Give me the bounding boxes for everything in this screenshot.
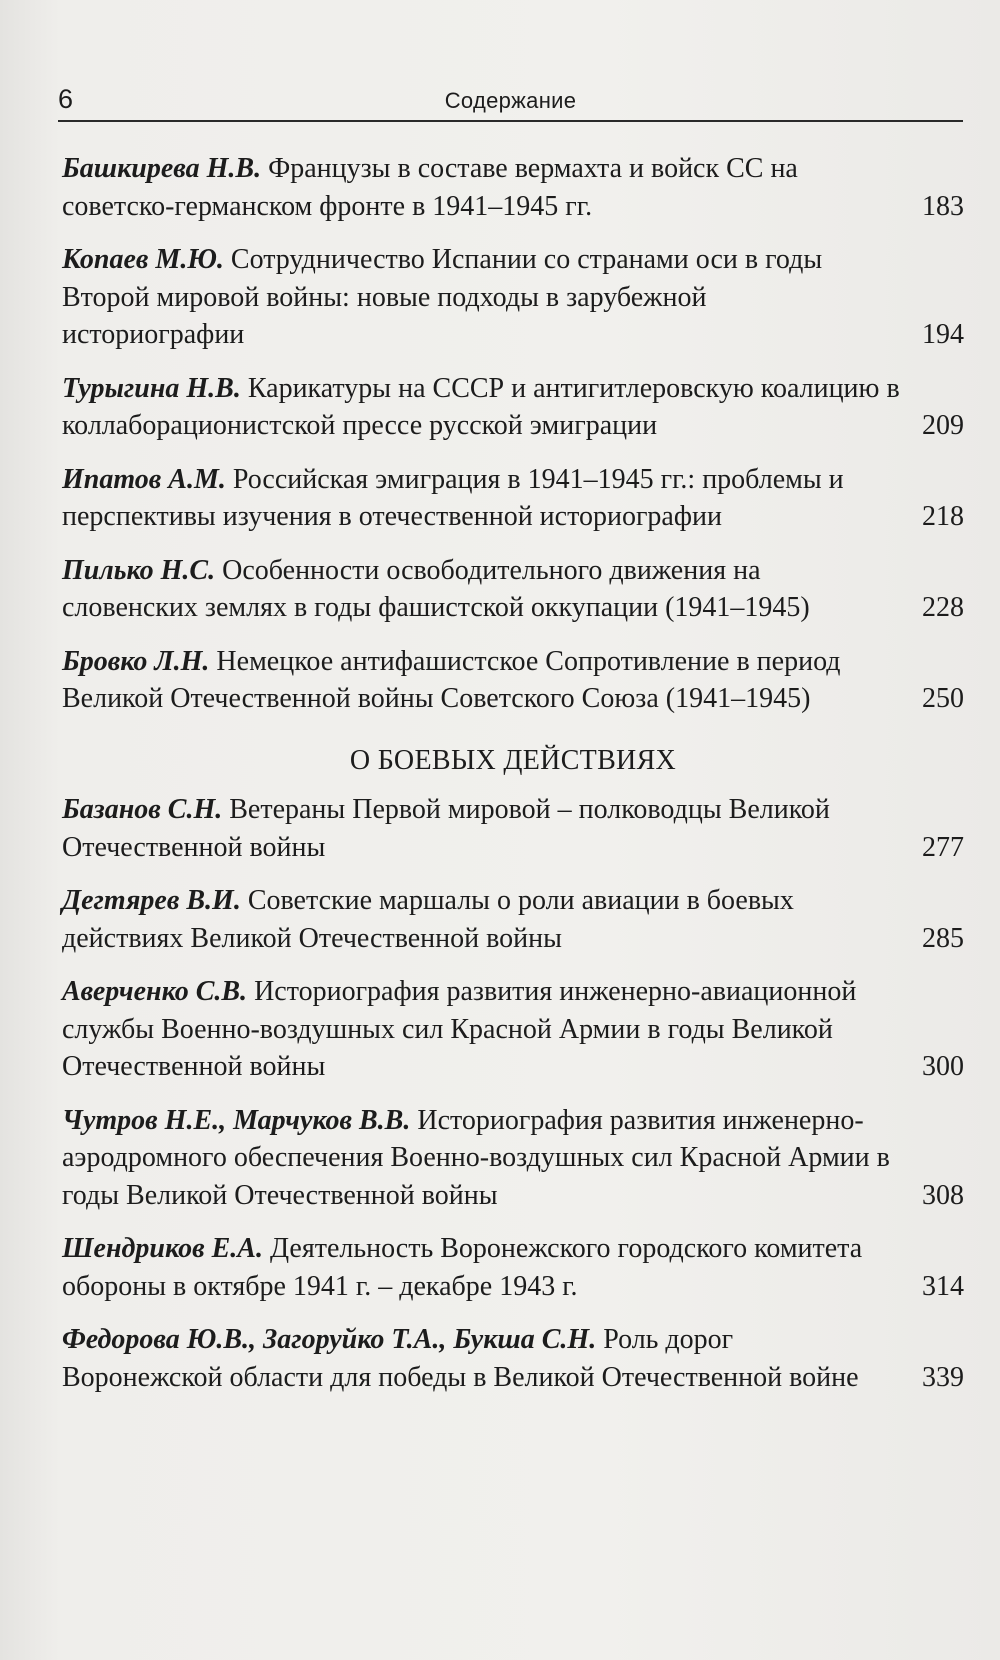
toc-entry-page: 308 — [922, 1179, 964, 1211]
toc-entry-text — [62, 241, 964, 354]
toc-entry-title: Российская эмиграция в 1941–1945 гг.: проблемы и перспективы изучения в отечественной историографии — [62, 463, 844, 532]
toc-entry — [62, 1102, 964, 1215]
toc-entry — [62, 552, 964, 627]
toc-entry-text — [62, 791, 964, 866]
toc-entry-author: Копаев М.Ю. — [62, 244, 224, 275]
toc-entry-title: Французы в составе вермахта и войск СС на советско-германском фронте в 1941–1945 гг. — [62, 153, 798, 222]
toc-entry-title: Ветераны Первой мировой – полководцы Великой Отечественной войны — [62, 794, 830, 863]
toc-entry-page: 218 — [922, 501, 964, 532]
toc-entry — [62, 1230, 964, 1305]
toc-entry-author: Пилько Н.С. — [62, 554, 216, 586]
toc-entry-title: Сотрудничество Испании со странами оси в годы Второй мировой войны: новые подходы в зарубежной историографии — [62, 244, 823, 350]
toc-entry-author: Башкирева Н.В. — [62, 153, 262, 184]
toc-entry-title: Деятельность Воронежского городского комитета обороны в октябре 1941 г. – декабре 1943 г. — [62, 1233, 863, 1302]
toc-entry-text — [62, 552, 964, 627]
toc-entry-page: 285 — [922, 922, 964, 954]
page-header — [58, 80, 963, 122]
toc-entry-page: 228 — [922, 592, 964, 623]
toc-entry — [62, 461, 964, 536]
toc-entry-author: Бровко Л.Н. — [62, 645, 210, 677]
toc-entry-author: Аверченко С.В. — [62, 976, 248, 1007]
toc-entry-title: Советские маршалы о роли авиации в боевых действиях Великой Отечественной войны — [62, 885, 794, 954]
page-number: 6 — [58, 84, 74, 114]
toc-entry-author: Дегтярев В.И. — [62, 885, 241, 916]
toc-group-after — [62, 791, 964, 1396]
toc-entry — [62, 370, 964, 445]
toc-entry-text — [62, 1321, 964, 1396]
running-head: Содержание — [444, 88, 577, 113]
toc-entry-text — [62, 461, 964, 536]
toc-entry-author: Базанов С.Н. — [62, 794, 223, 825]
toc-entry-title: Особенности освободительного движения на словенских землях в годы фашистской оккупации (1941–1945) — [62, 554, 810, 623]
toc-entry — [62, 791, 964, 866]
toc-entry-author: Ипатов А.М. — [62, 463, 226, 495]
toc-entry-page: 277 — [922, 831, 964, 863]
toc-entry-page: 339 — [922, 1361, 964, 1393]
toc-entry-text — [62, 882, 964, 957]
toc-group-before — [62, 150, 964, 718]
toc-entry — [62, 1321, 964, 1396]
toc-entry-title: Немецкое антифашистское Сопротивление в период Великой Отечественной войны Советского Союза (1941–1945) — [62, 645, 841, 714]
toc-entry-page: 194 — [922, 319, 964, 350]
toc-entry-author: Шендриков Е.А. — [62, 1233, 263, 1264]
toc-entry-page: 209 — [922, 410, 964, 441]
toc-entry-page: 250 — [922, 683, 964, 714]
toc-entry-text — [62, 1230, 964, 1305]
toc-entry — [62, 150, 964, 225]
toc-entry — [62, 643, 964, 718]
toc-entry-title: Роль дорог Воронежской области для победы в Великой Отечественной войне — [62, 1324, 859, 1393]
toc-entry-author: Чутров Н.Е., Марчуков В.В. — [62, 1104, 411, 1136]
toc-entry-title: Карикатуры на СССР и антигитлеровскую коалицию в коллаборационистской прессе русской эмиграции — [62, 372, 900, 441]
toc-entry-author: Федорова Ю.В., Загоруйко Т.А., Букша С.Н. — [62, 1324, 597, 1355]
toc-entry — [62, 241, 964, 354]
section-title: О БОЕВЫХ ДЕЙСТВИЯХ — [349, 744, 677, 776]
toc-entry-title: Историография развития инженерно-аэродромного обеспечения Военно-воздушных сил Красной Армии в годы Великой Отечественной войны — [62, 1104, 890, 1211]
toc-entry-text — [62, 643, 964, 718]
toc-entry — [62, 882, 964, 957]
table-of-contents — [62, 150, 964, 1412]
toc-entry-text — [62, 973, 964, 1086]
toc-entry-page: 183 — [922, 190, 964, 222]
toc-entry — [62, 973, 964, 1086]
toc-entry-text — [62, 370, 964, 445]
toc-entry-page: 300 — [922, 1051, 964, 1082]
toc-entry-page: 314 — [922, 1270, 964, 1302]
toc-entry-title: Историография развития инженерно-авиационной службы Военно-воздушных сил Красной Армии в годы Великой Отечественной войны — [62, 976, 857, 1082]
toc-entry-text — [62, 1102, 964, 1215]
toc-entry-author: Турыгина Н.В. — [62, 372, 241, 404]
toc-entry-text — [62, 150, 964, 225]
